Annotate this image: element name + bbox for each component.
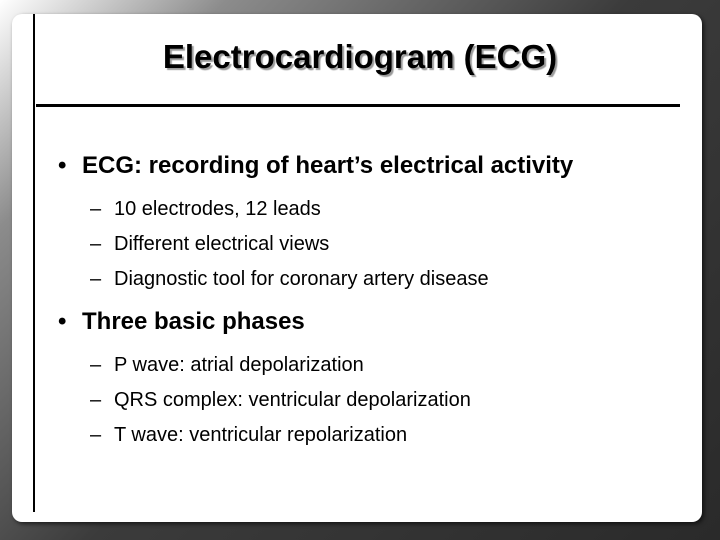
sub-item (90, 262, 573, 297)
slide-title: Electrocardiogram (ECG) (162, 38, 558, 75)
dash-icon: – (90, 268, 102, 290)
sub-text: Diagnostic tool for coronary artery disease (114, 268, 489, 290)
bullet-item (58, 152, 573, 180)
title-underline (36, 104, 680, 107)
bullet-icon: • (58, 152, 67, 179)
sub-item (90, 227, 573, 262)
dash-icon: – (90, 354, 102, 376)
bullet-item (58, 308, 471, 336)
bullet-group-2 (58, 308, 471, 453)
sub-text: 10 electrodes, 12 leads (114, 198, 321, 220)
sub-text: T wave: ventricular repolarization (114, 424, 408, 446)
vertical-rule (33, 14, 35, 512)
dash-icon: – (90, 198, 102, 220)
sub-text: P wave: atrial depolarization (114, 354, 364, 376)
sub-list (90, 192, 573, 297)
sub-item (90, 383, 471, 418)
bullet-group-1 (58, 152, 573, 297)
dash-icon: – (90, 424, 102, 446)
sub-text: QRS complex: ventricular depolarization (114, 389, 471, 411)
sub-text: Different electrical views (114, 233, 330, 255)
dash-icon: – (90, 233, 102, 255)
sub-item (90, 192, 573, 227)
sub-item (90, 348, 471, 383)
sub-list (90, 348, 471, 453)
bullet-icon: • (58, 308, 67, 335)
sub-item (90, 418, 471, 453)
bullet-text: Three basic phases (82, 308, 305, 335)
dash-icon: – (90, 389, 102, 411)
bullet-text: ECG: recording of heart’s electrical activity (82, 152, 574, 179)
